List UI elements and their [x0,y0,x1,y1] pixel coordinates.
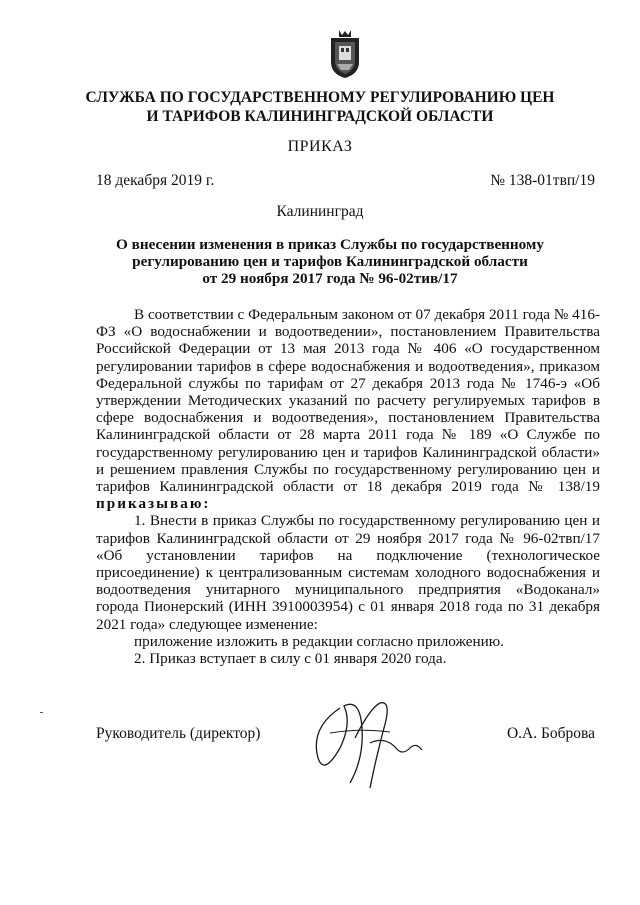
subject-line-3: от 29 ноября 2017 года № 96-02тив/17 [202,270,458,287]
order-subject [100,236,560,287]
signatory-name: О.А. Боброва [506,725,595,742]
handwritten-signature [300,688,440,798]
preamble-text: В соответствии с Федеральным законом от 07 декабря 2011 года № 416-ФЗ «О водоснабжении и водоотведении», постановлением Правительства Российской Федерации от 13 мая 2013 года № 406 «О государственном регулировании тарифов в сфере водоснабжения и водоотведения», приказом Федеральной службы по тарифам от 27 декабря 2013 года № 1746-э «Об утверждении Методических указаний по расчету регулируемых тарифов в сфере водоснабжения и водоотведения», постановлением Правительства Калининградской области от 28 марта 2011 года № 189 «О Службе по государственному регулированию цен и тарифов Калининградской области» и решением правления Службы по государственному регулированию цен и тарифов Калининградской области от 18 декабря 2019 года № 138/19 [96,306,600,496]
orders-word: приказываю: [96,495,211,513]
preamble-paragraph [96,306,600,512]
subject-line-1: О внесении изменения в приказ Службы по государственному [116,236,544,253]
order-number: № 138-01твп/19 [490,172,595,189]
scan-speck [40,712,43,713]
coat-of-arms-emblem [325,28,365,80]
order-title: ПРИКАЗ [287,138,353,155]
agency-name-line-1: СЛУЖБА ПО ГОСУДАРСТВЕННОМУ РЕГУЛИРОВАНИЮ ЦЕН [85,89,555,106]
agency-name-line-2: И ТАРИФОВ КАЛИНИНГРАДСКОЙ ОБЛАСТИ [146,108,494,125]
item-1: 1. Внести в приказ Службы по государственному регулированию цен и тарифов Калининградской области от 29 ноября 2017 года № 96-02твп/17 «Об установлении тарифов на подключение (технологическое присоединение) к централизованным системам холодного водоснабжения и водоотведения унитарного муниципального предприятия «Водоканал» города Пионерский (ИНН 3910003954) с 01 января 2018 года по 31 декабря 2021 года» следующее изменение: [96,512,600,633]
signatory-position: Руководитель (директор) [96,725,261,742]
item-2: 2. Приказ вступает в силу с 01 января 2020 года. [134,650,447,668]
item-1-detail: приложение изложить в редакции согласно приложению. [134,632,504,650]
city: Калининград [276,203,364,220]
subject-line-2: регулированию цен и тарифов Калининградской области [132,253,528,270]
order-date: 18 декабря 2019 г. [96,172,215,189]
order-body [96,306,600,667]
